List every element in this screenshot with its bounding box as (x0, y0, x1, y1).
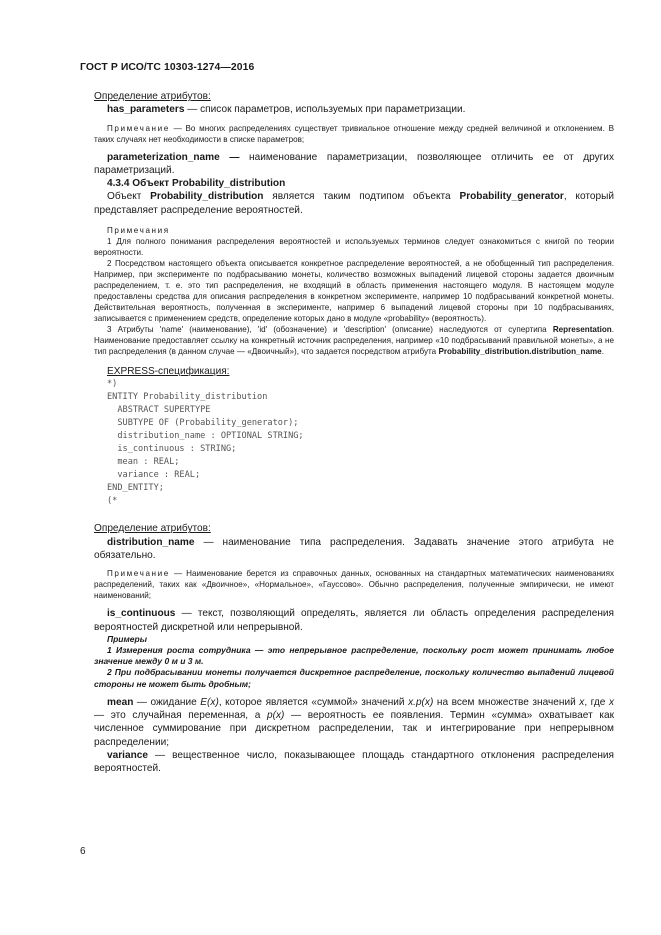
variance-term: variance (107, 750, 148, 762)
code-line: SUBTYPE OF (Probability_generator); (107, 418, 299, 429)
code-line: ENTITY Probability_distribution (107, 392, 268, 403)
note-text-2: — Наименование берется из справочных данных, основанных на стандартных математических наименованиях распределений, таких как «Двоичное», «Нормальное», «Гауссово». Обычно распределения, полученные эмпирически, не имеют наименований; (94, 569, 614, 601)
code-line: *) (107, 379, 118, 390)
note-3 (94, 324, 614, 357)
intro-entity: Probability_distribution (150, 191, 264, 203)
mean-x-1: x (579, 696, 585, 708)
express-code-block (94, 378, 614, 508)
code-line: distribution_name : OPTIONAL STRING; (107, 431, 304, 442)
parameterization-name-definition (94, 151, 614, 178)
example-2: 2 При подбрасывании монеты получается дискретное распределение, поскольку количество выпадений лицевой стороны не может быть дробным; (94, 667, 614, 689)
note-3-attribute: Probability_distribution.distribution_name (438, 347, 602, 357)
intro-text-c: является таким подтипом объекта (263, 191, 460, 203)
examples-label: Примеры (107, 633, 147, 644)
code-line: is_continuous : STRING; (107, 444, 237, 455)
note-3-text-e: . (601, 347, 604, 357)
distribution-name-term: distribution_name (107, 536, 195, 548)
attributes-definition-label-2: Определение атрибутов: (94, 523, 211, 535)
intro-text-a: Объект (107, 191, 151, 203)
intro-supertype: Probability_generator (459, 191, 564, 203)
mean-expectation: E(x) (200, 696, 219, 708)
notes-label: Примечания (107, 226, 170, 236)
note-label: Примечание (107, 123, 170, 133)
note-distribution-name (94, 568, 614, 601)
note-3-text-a: 3 Атрибуты 'name' (наименование), 'id' (обозначение) и 'description' (описание) наследуются от супертипа (107, 325, 553, 335)
mean-product: x.p(x) (408, 696, 434, 708)
page-header: ГОСТ Р ИСО/ТС 10303-1274—2016 (80, 62, 255, 73)
mean-text-e: на всем множестве значений (433, 696, 580, 708)
express-label: EXPRESS-спецификация: (107, 366, 230, 378)
note-3-text-c: . Наименование предоставляет ссылку на конкретный источник распределения, например «10 подбрасываний правильной монеты», а не тип распределения (в данном случае — «Двоичный»), что задается посредством атрибута (94, 325, 614, 357)
distribution-name-definition (94, 536, 614, 563)
example-1: 1 Измерения роста сотрудника — это непрерывное распределение, поскольку рост может принимать любое значение между 0 м и 3 м. (94, 645, 614, 667)
code-line: ABSTRACT SUPERTYPE (107, 405, 211, 416)
mean-x-2: x (608, 696, 614, 708)
has-parameters-term: has_parameters (107, 104, 185, 116)
section-intro (94, 190, 614, 217)
page-number: 6 (80, 846, 86, 857)
code-line: END_ENTITY; (107, 483, 164, 494)
mean-text-a: — ожидание (133, 696, 201, 708)
is-continuous-term: is_continuous (107, 608, 176, 620)
note-text: — Во многих распределениях существует тривиальное отношение между средней величиной и отклонением. В таких случаях нет необходимости в списке параметров; (94, 123, 614, 144)
parameterization-name-term: parameterization_name — (107, 151, 240, 163)
parameterization-name-text: наименование параметризации, позволяющее отличить ее от других параметризаций. (94, 151, 614, 176)
mean-text-c: , которое является «суммой» значений (218, 696, 409, 708)
code-line: variance : REAL; (107, 470, 201, 481)
mean-probability: p(x) (267, 710, 285, 722)
code-line: (* (107, 496, 118, 507)
mean-text-k: — вероятность ее появления. Термин «сумма» охватывает как численное суммирование при дискретном распределении, так и интегрирование при непрерывном распределении; (94, 710, 614, 748)
is-continuous-text: — текст, позволяющий определять, является ли область определения распределения вероятностей дискретной или непрерывной. (94, 608, 614, 633)
is-continuous-definition (94, 607, 614, 634)
variance-text: — вещественное число, показывающее площадь стандартного отклонения распределения вероятностей. (94, 750, 614, 775)
has-parameters-definition (94, 103, 614, 116)
mean-text-i: — это случайная переменная, а (94, 710, 268, 722)
attributes-definition-label: Определение атрибутов: (94, 91, 211, 102)
note-label-2: Примечание (107, 569, 170, 579)
note-parameters (94, 123, 614, 145)
section-heading: 4.3.4 Объект Probability_distribution (107, 178, 286, 190)
distribution-name-text: — наименование типа распределения. Задавать значение этого атрибута не обязательно. (94, 536, 614, 561)
note-3-representation: Representation (552, 325, 612, 335)
code-line: mean : REAL; (107, 457, 180, 468)
intro-text-e: , который представляет распределение вероятностей. (94, 191, 614, 216)
mean-definition (94, 696, 614, 749)
has-parameters-text: — список параметров, используемых при параметризации. (184, 104, 466, 116)
mean-text-g: , где (584, 696, 609, 708)
page-content (94, 88, 614, 776)
note-1: 1 Для полного понимания распределения вероятностей и используемых терминов следует ознакомиться с книгой по теории вероятности. (94, 237, 614, 258)
mean-term: mean (107, 696, 134, 708)
note-2: 2 Посредством настоящего объекта описывается конкретное распределение вероятностей, а не обобщенный тип распределения. Например, при эксперименте по подбрасыванию монеты, количество возможных выпадений лицевой стороны задается двоичным распределением, т. е. это тип распределения, не входящий в область применения настоящего модуля. В настоящем модуле предоставлены средства для описания распределения в конкретном эксперименте, например 10 подбрасываний конкретной монеты. Действительная вероятность, полученная в эксперименте, например 6 выпадений лицевой стороны при 10 подбрасываниях, записывается с применением средств, определение которых дано в модуле «probability» (вероятность). (94, 259, 614, 324)
variance-definition (94, 749, 614, 776)
